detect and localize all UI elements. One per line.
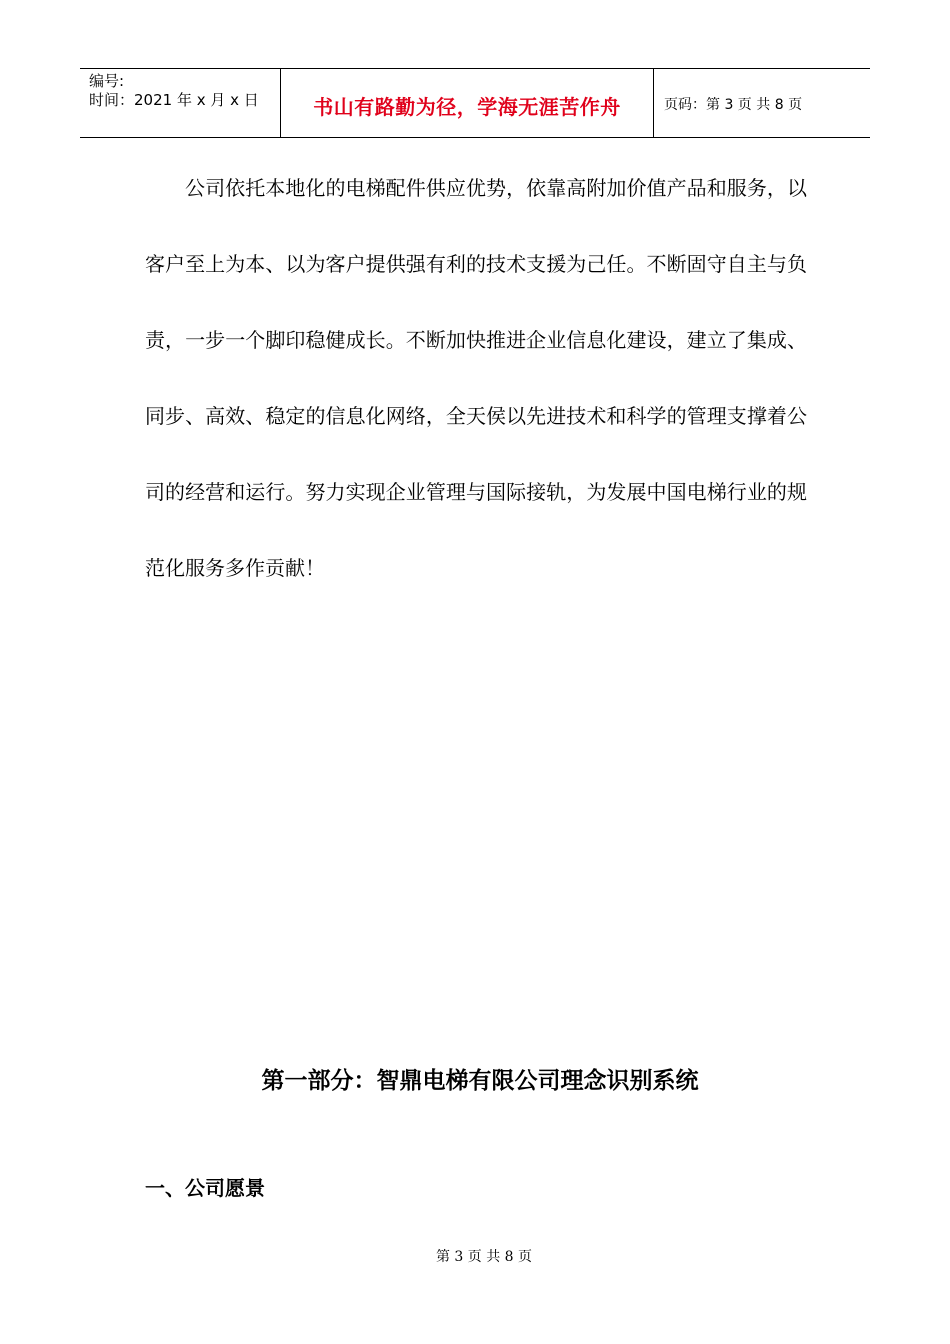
section-title: 第一部分：智鼎电梯有限公司理念识别系统 [261, 1068, 699, 1094]
subsection-title: 一、公司愿景 [145, 1176, 265, 1200]
header-table [80, 68, 870, 138]
header-page-cell [654, 69, 870, 137]
header-motto-cell [281, 69, 654, 137]
header-page-label: 页码：第 3 页 共 8 页 [664, 97, 803, 113]
header-meta-cell [80, 69, 281, 137]
document-number-label: 编号: [89, 72, 125, 90]
header-motto: 书山有路勤为径，学海无涯苦作舟 [313, 94, 621, 119]
body-paragraph: 公司依托本地化的电梯配件供应优势，依靠高附加价值产品和服务，以客户至上为本、以为客户提供强有利的技术支援为己任。不断固守自主与负责，一步一个脚印稳健成长。不断加快推进企业信息化建设，建立了集成、同步、高效、稳定的信息化网络，全天侯以先进技术和科学的管理支撑着公司的经营和运行。努力实现企业管理与国际接轨，为发展中国电梯行业的规范化服务多作贡献！ [145, 176, 807, 580]
document-time-label: 时间：2021 年 x 月 x 日 [89, 91, 259, 109]
page-footer: 第 3 页 共 8 页 [435, 1249, 533, 1265]
